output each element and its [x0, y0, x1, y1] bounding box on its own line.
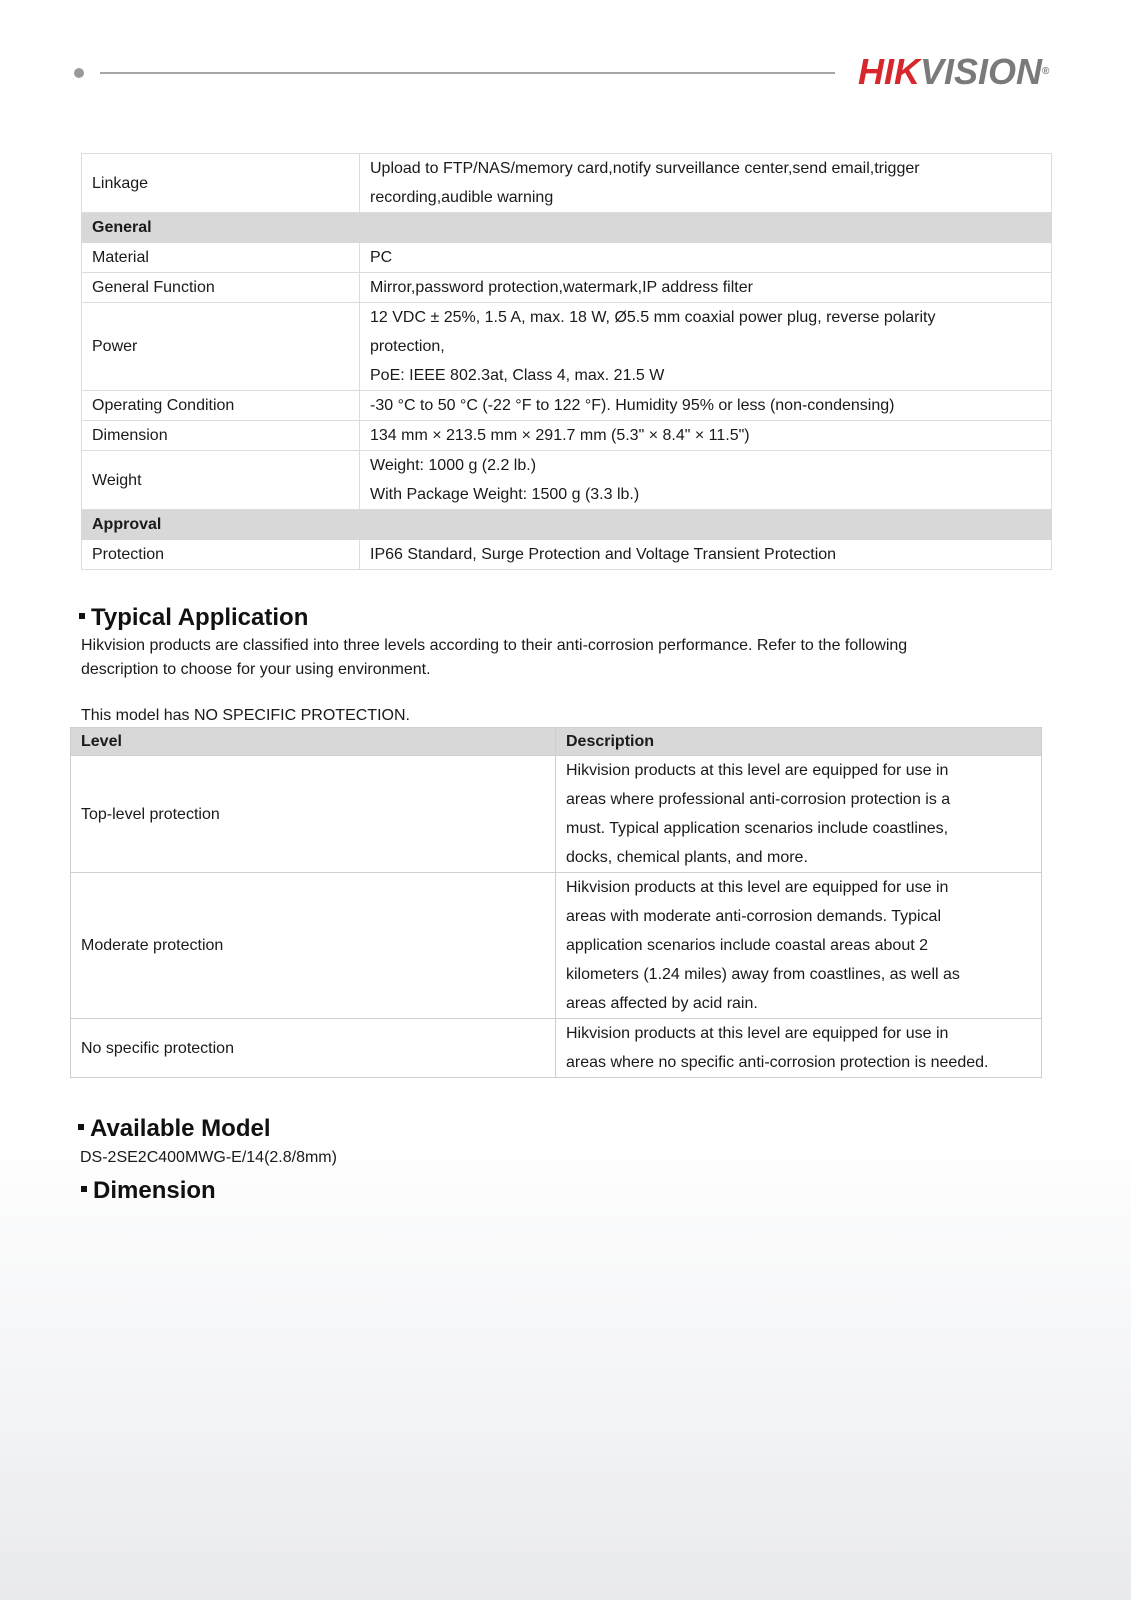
- spec-label: Linkage: [82, 154, 360, 213]
- spec-row-material: [82, 243, 1052, 273]
- bullet-square-icon: [81, 1186, 87, 1192]
- level-cell: Top-level protection: [71, 756, 556, 873]
- column-header-description: Description: [556, 728, 1042, 756]
- bullet-square-icon: [78, 1124, 84, 1130]
- spec-value: Mirror,password protection,watermark,IP address filter: [360, 273, 1052, 303]
- header-rule: [100, 72, 835, 74]
- available-model-heading: Available Model: [78, 1115, 271, 1143]
- spec-row-dimension: [82, 421, 1052, 451]
- spec-section-approval: Approval: [82, 510, 1052, 540]
- spec-value: PC: [360, 243, 1052, 273]
- level-cell: Moderate protection: [71, 873, 556, 1019]
- typical-application-intro: Hikvision products are classified into three levels according to their anti-corrosion performance. Refer to the following description to choose for your using environment.: [81, 637, 908, 678]
- hikvision-logo: HIKVISION®: [858, 51, 1050, 92]
- spec-value: IP66 Standard, Surge Protection and Voltage Transient Protection: [360, 540, 1052, 570]
- table-row: [71, 756, 1042, 873]
- description-cell: Hikvision products at this level are equipped for use in areas with moderate anti-corrosion demands. Typical application scenarios include coastal areas about 2 kilometers (1.24 miles) away from coastlines, as well as areas affected by acid rain.: [556, 873, 1042, 1019]
- column-header-level: Level: [71, 728, 556, 756]
- spec-label: Material: [82, 243, 360, 273]
- level-cell: No specific protection: [71, 1019, 556, 1078]
- spec-value: 12 VDC ± 25%, 1.5 A, max. 18 W, Ø5.5 mm coaxial power plug, reverse polarity protection, PoE: IEEE 802.3at, Class 4, max. 21.5 W: [360, 303, 1052, 391]
- spec-label: Operating Condition: [82, 391, 360, 421]
- table-row: [71, 873, 1042, 1019]
- header-dot: [74, 68, 84, 78]
- spec-row-general-function: [82, 273, 1052, 303]
- spec-row-protection: [82, 540, 1052, 570]
- model-number: DS-2SE2C400MWG-E/14(2.8/8mm): [80, 1149, 337, 1166]
- spec-label: Power: [82, 303, 360, 391]
- spec-label: Protection: [82, 540, 360, 570]
- spec-row-weight: [82, 451, 1052, 510]
- spec-value: 134 mm × 213.5 mm × 291.7 mm (5.3" × 8.4" × 11.5"): [360, 421, 1052, 451]
- spec-row-power: [82, 303, 1052, 391]
- table-header-row: [71, 728, 1042, 756]
- spec-label: Weight: [82, 451, 360, 510]
- spec-table: [81, 153, 1052, 570]
- table-row: [71, 1019, 1042, 1078]
- spec-value: Upload to FTP/NAS/memory card,notify surveillance center,send email,trigger recording,audible warning: [360, 154, 1052, 213]
- protection-note: This model has NO SPECIFIC PROTECTION.: [81, 707, 410, 724]
- spec-label: General Function: [82, 273, 360, 303]
- protection-level-table: [70, 727, 1042, 1078]
- description-cell: Hikvision products at this level are equipped for use in areas where no specific anti-corrosion protection is needed.: [556, 1019, 1042, 1078]
- description-cell: Hikvision products at this level are equipped for use in areas where professional anti-corrosion protection is a must. Typical application scenarios include coastlines, docks, chemical plants, and more.: [556, 756, 1042, 873]
- dimension-heading: Dimension: [81, 1177, 216, 1205]
- spec-value: Weight: 1000 g (2.2 lb.) With Package Weight: 1500 g (3.3 lb.): [360, 451, 1052, 510]
- bullet-square-icon: [79, 613, 85, 619]
- spec-row-linkage: [82, 154, 1052, 213]
- typical-application-heading: Typical Application: [79, 604, 308, 632]
- spec-value: -30 °C to 50 °C (-22 °F to 122 °F). Humidity 95% or less (non-condensing): [360, 391, 1052, 421]
- spec-label: Dimension: [82, 421, 360, 451]
- spec-row-operating-condition: [82, 391, 1052, 421]
- spec-section-general: General: [82, 213, 1052, 243]
